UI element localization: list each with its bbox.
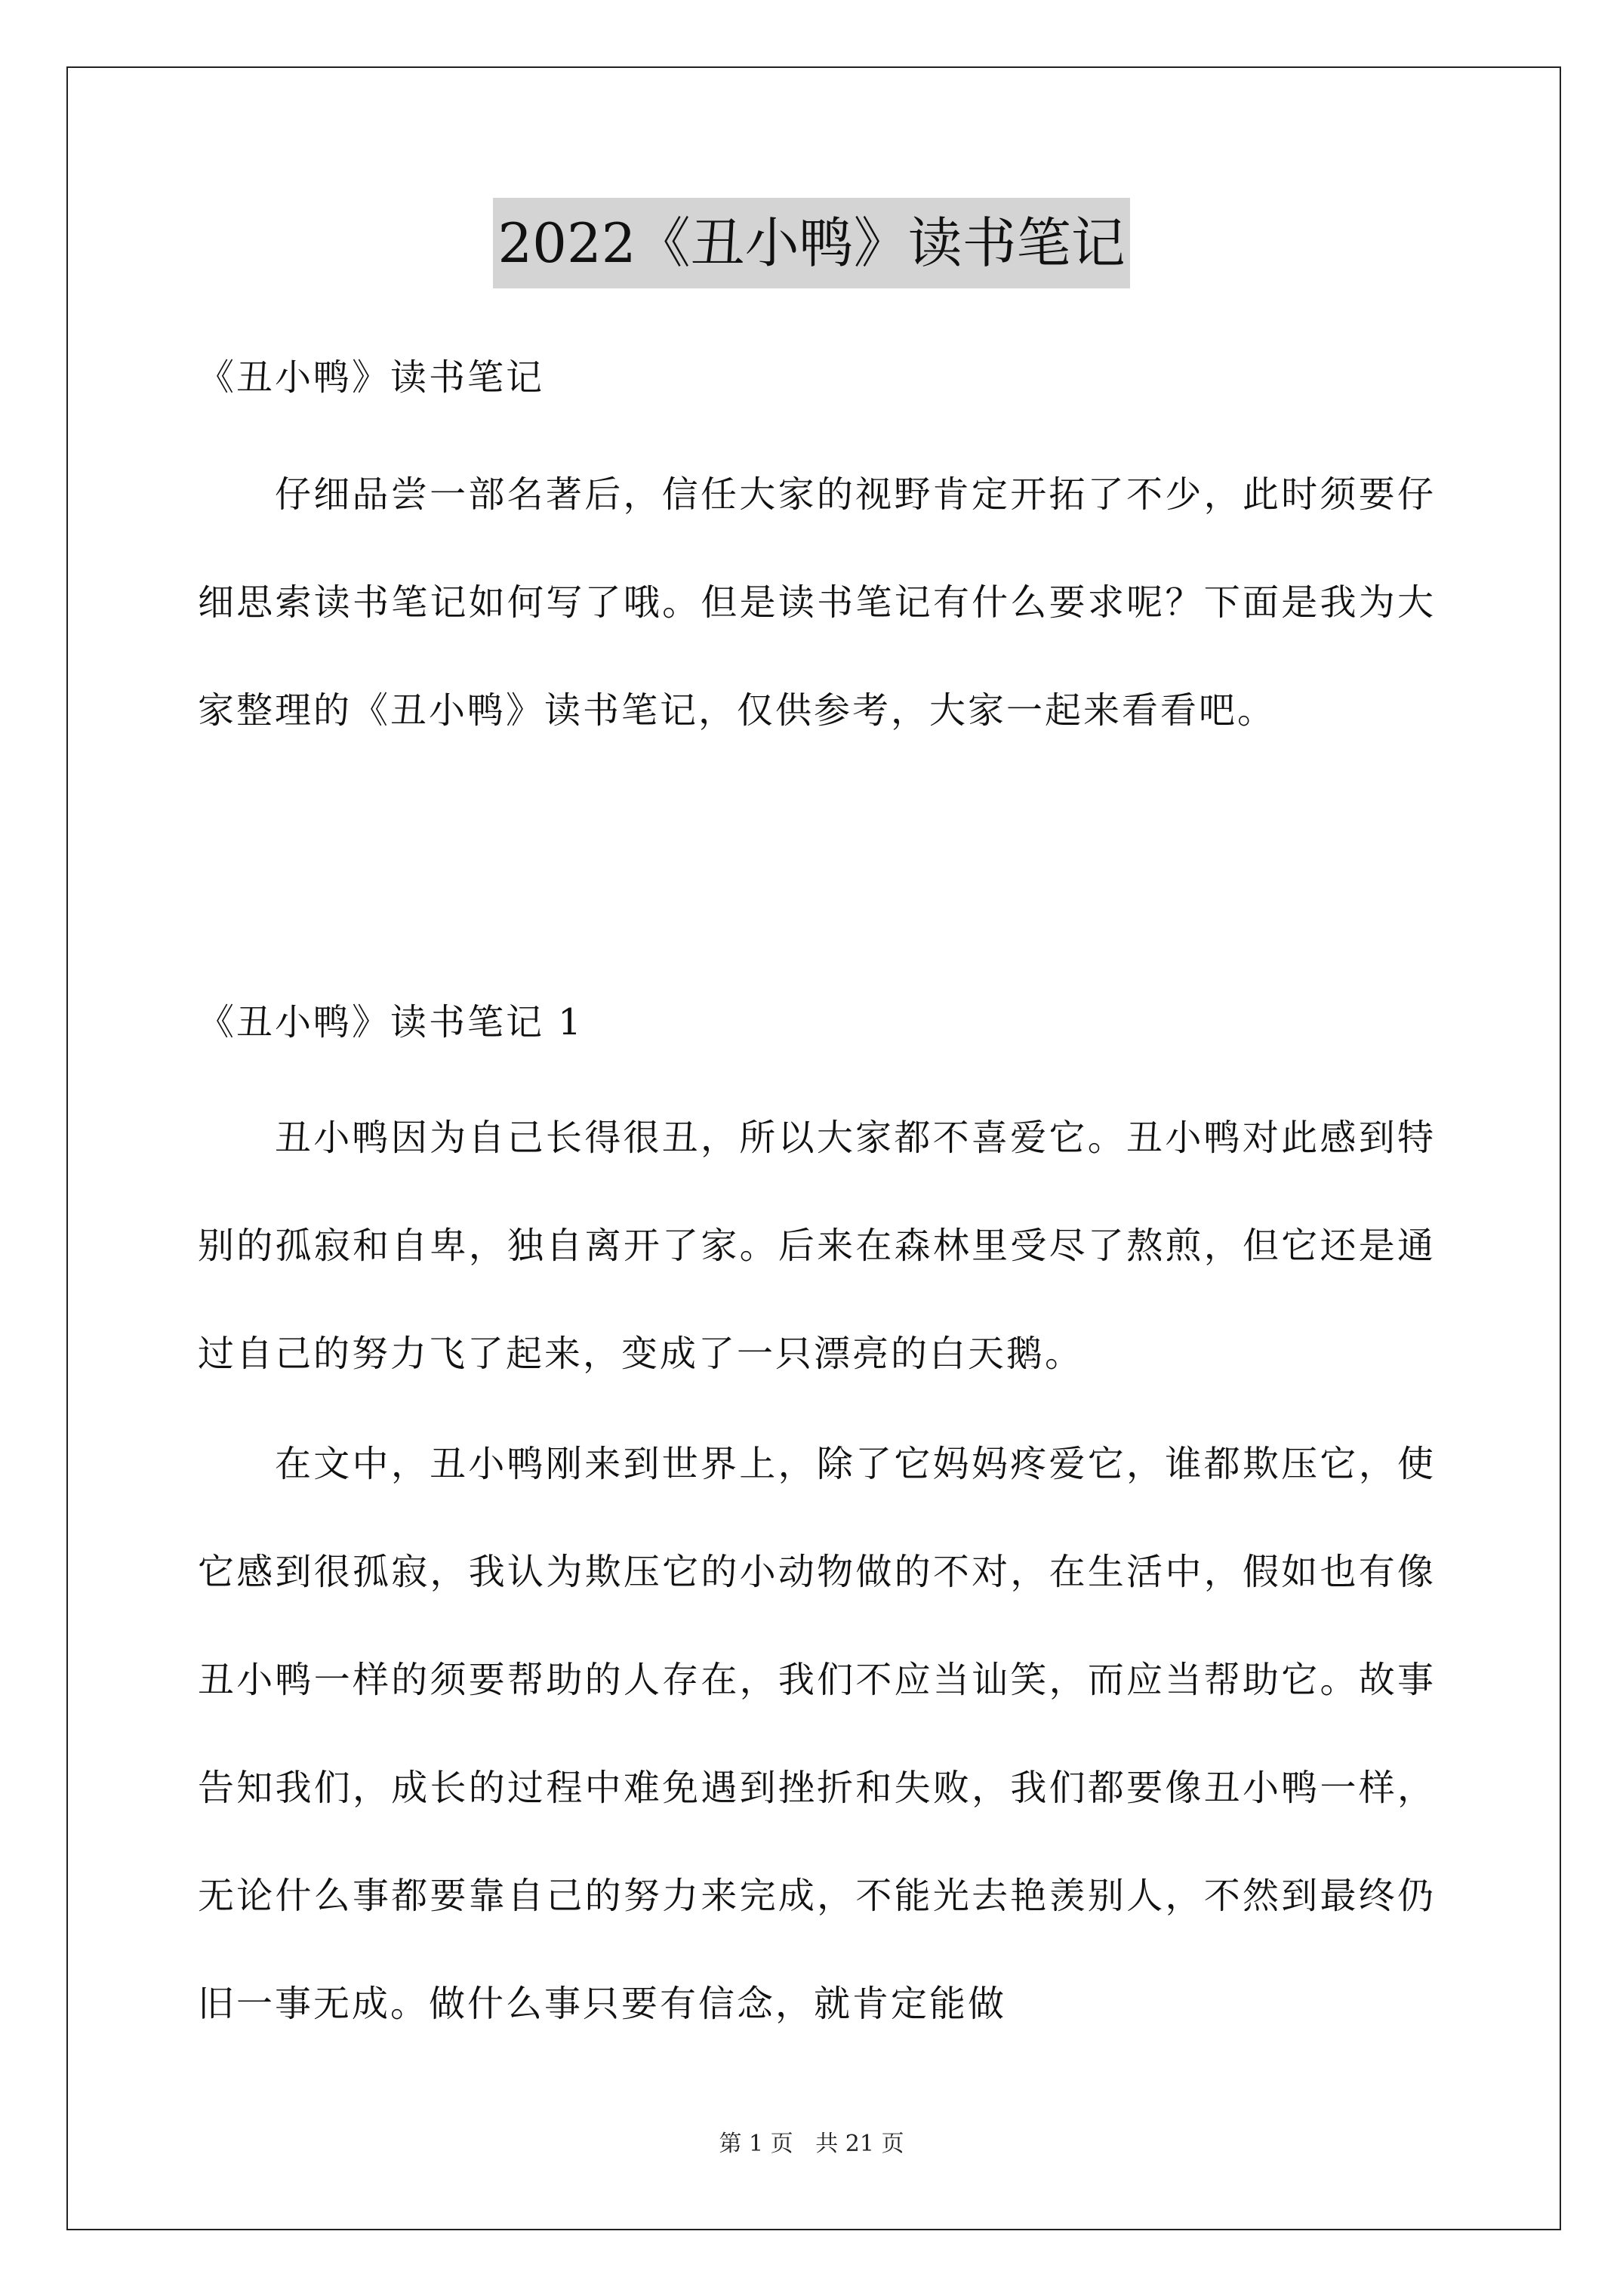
page-footer bbox=[0, 2129, 1623, 2159]
document-title: 2022《丑小鸭》读书笔记 bbox=[493, 198, 1129, 288]
document-subtitle: 《丑小鸭》读书笔记 bbox=[198, 356, 545, 399]
body-paragraph-2: 在文中，丑小鸭刚来到世界上，除了它妈妈疼爱它，谁都欺压它，使它感到很孤寂，我认为欺压它的小动物做的不对，在生活中，假如也有像丑小鸭一样的须要帮助的人存在，我们不应当讪笑，而应当帮助它。故事告知我们，成长的过程中难免遇到挫折和失败，我们都要像丑小鸭一样，无论什么事都要靠自己的努力来完成，不能光去艳羡别人，不然到最终仍旧一事无成。做什么事只要有信念，就肯定能做 bbox=[198, 1443, 1436, 2025]
document-title-container bbox=[0, 198, 1623, 288]
section-heading: 《丑小鸭》读书笔记 1 bbox=[198, 1001, 584, 1043]
body-paragraph-1: 丑小鸭因为自己长得很丑，所以大家都不喜爱它。丑小鸭对此感到特别的孤寂和自卑，独自离开了家。后来在森林里受尽了熬煎，但它还是通过自己的努力飞了起来，变成了一只漂亮的白天鹅。 bbox=[198, 1117, 1436, 1375]
page-number-total: 共 21 页 bbox=[815, 2131, 904, 2157]
page-number-current: 第 1 页 bbox=[719, 2131, 793, 2157]
intro-paragraph: 仔细品尝一部名著后，信任大家的视野肯定开拓了不少，此时须要仔细思索读书笔记如何写了哦。但是读书笔记有什么要求呢？下面是我为大家整理的《丑小鸭》读书笔记，仅供参考，大家一起来看看吧。 bbox=[198, 473, 1436, 732]
